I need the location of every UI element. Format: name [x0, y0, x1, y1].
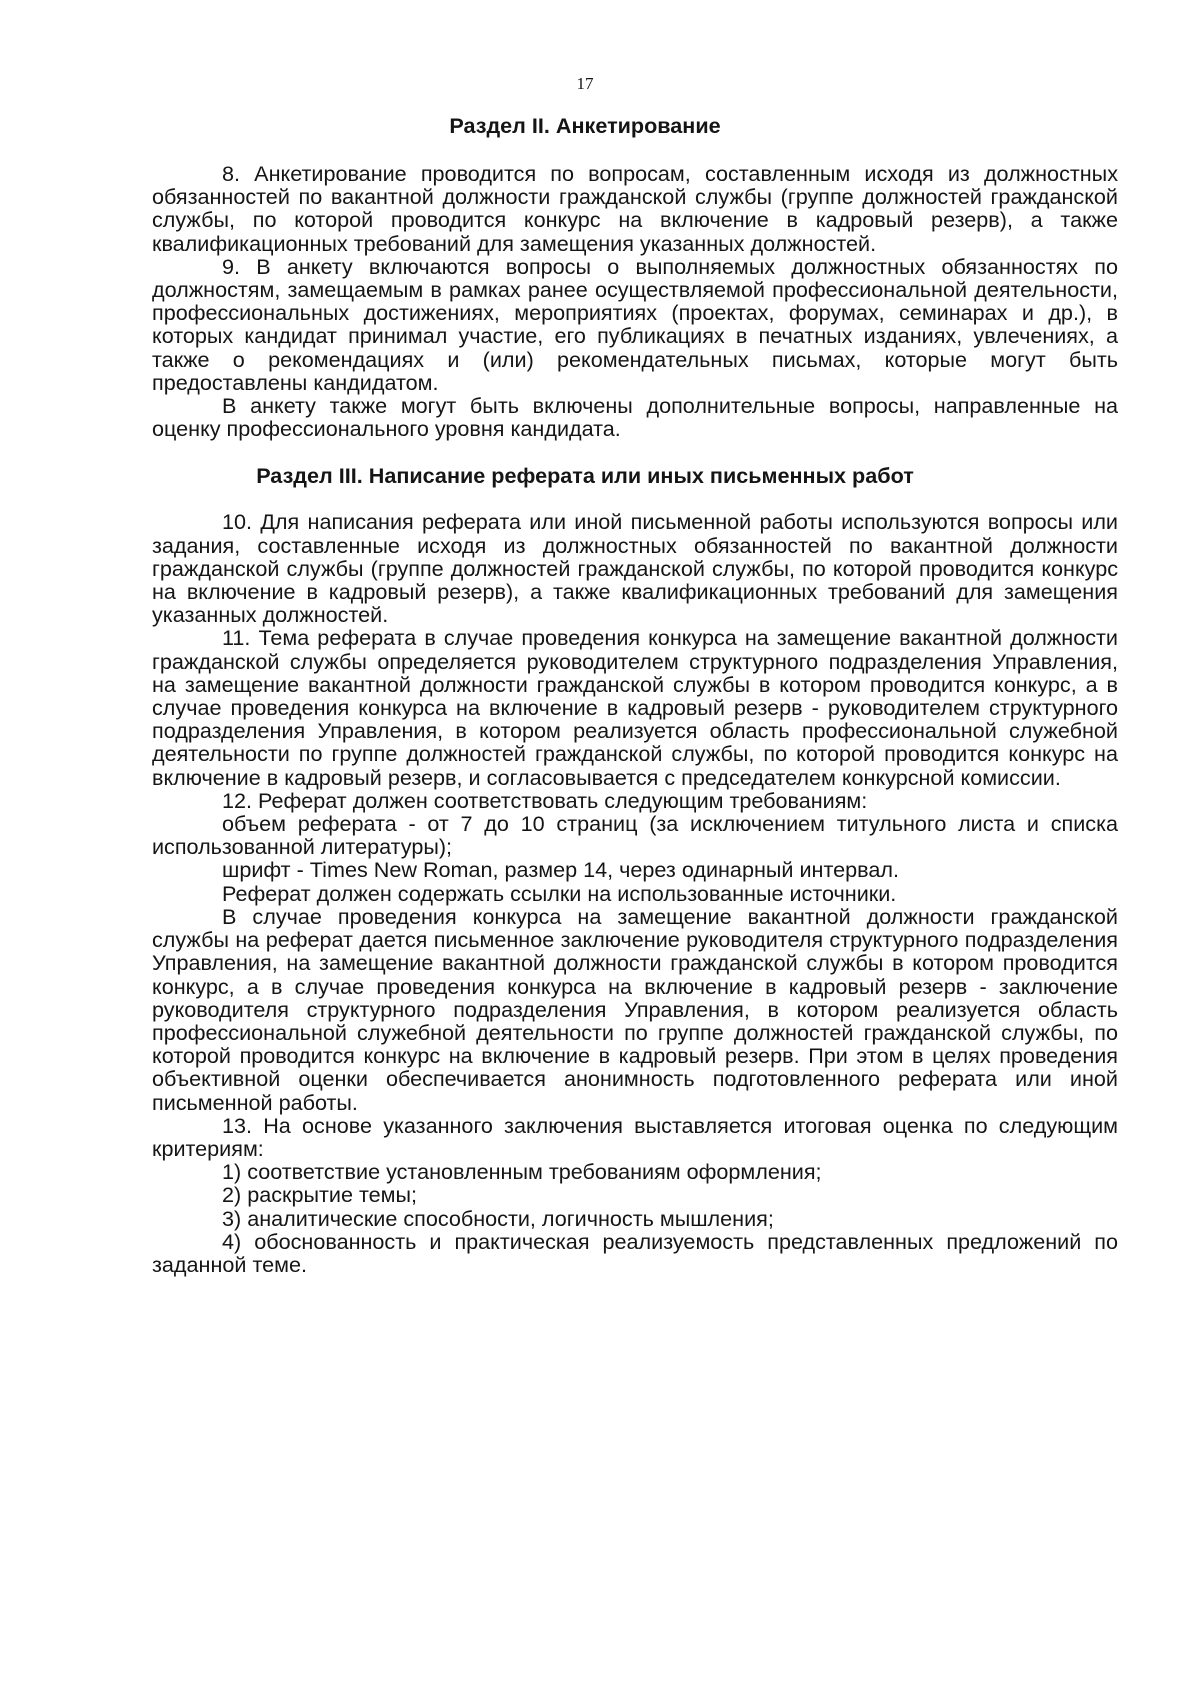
criterion-2: 2) раскрытие темы; — [222, 1182, 417, 1208]
paragraph-12: 12. Реферат должен соответствовать следующим требованиям: — [222, 787, 868, 813]
section-3-heading: Раздел III. Написание реферата или иных письменных работ — [256, 463, 914, 489]
section-3-body — [152, 510, 1118, 1276]
paragraph-9: 9. В анкету включаются вопросы о выполняемых должностных обязанностях по должностям, замещаемым в рамках ранее осуществляемой профессиональной деятельности, профессиональных достижениях, мероприятиях (проектах, форумах, семинарах и др.), в которых кандидат принимал участие, его публикациях в печатных изданиях, увлечениях, а также о рекомендациях и (или) рекомендательных письмах, которые могут быть предоставлены кандидатом. — [152, 253, 1118, 395]
requirement-volume: объем реферата - от 7 до 10 страниц (за исключением титульного листа и списка использованной литературы); — [152, 811, 1118, 860]
document-text-block — [152, 72, 1118, 1276]
page-number: 17 — [576, 74, 594, 93]
paragraph-13: 13. На основе указанного заключения выставляется итоговая оценка по следующим критериям: — [152, 1112, 1118, 1161]
criterion-4: 4) обоснованность и практическая реализуемость представленных предложений по заданной теме. — [152, 1228, 1118, 1277]
requirement-font: шрифт - Times New Roman, размер 14, через одинарный интервал. — [222, 857, 899, 883]
criterion-3: 3) аналитические способности, логичность мышления; — [222, 1205, 774, 1231]
section-2-body — [152, 162, 1118, 440]
paragraph-8: 8. Анкетирование проводится по вопросам, составленным исходя из должностных обязанностей по вакантной должности гражданской службы (группе должностей гражданской службы, по которой проводится конкурс на включение в кадровый резерв), а также квалификационных требований для замещения указанных должностей. — [152, 161, 1118, 256]
paragraph-11: 11. Тема реферата в случае проведения конкурса на замещение вакантной должности гражданской службы определяется руководителем структурного подразделения Управления, на замещение вакантной должности гражданской службы в котором проводится конкурс, а в случае проведения конкурса на включение в кадровый резерв - руководителем структурного подразделения Управления, в котором реализуется область профессиональной служебной деятельности по группе должностей гражданской службы, по которой проводится конкурс на включение в кадровый резерв, и согласовывается с председателем конкурсной комиссии. — [152, 625, 1118, 790]
paragraph-9-additional-questions: В анкету также могут быть включены дополнительные вопросы, направленные на оценку профессионального уровня кандидата. — [152, 393, 1118, 442]
paragraph-review-conclusion: В случае проведения конкурса на замещение вакантной должности гражданской службы на реферат дается письменное заключение руководителя структурного подразделения Управления, на замещение вакантной должности гражданской службы в котором проводится конкурс, а в случае проведения конкурса на включение в кадровый резерв - заключение руководителя структурного подразделения Управления, в котором реализуется область профессиональной служебной деятельности по группе должностей гражданской службы, по которой проводится конкурс на включение в кадровый резерв. При этом в целях проведения объективной оценки обеспечивается анонимность подготовленного реферата или иной письменной работы. — [152, 903, 1118, 1115]
section-2-heading: Раздел II. Анкетирование — [449, 113, 721, 138]
requirement-references: Реферат должен содержать ссылки на использованные источники. — [222, 880, 897, 906]
paragraph-10: 10. Для написания реферата или иной письменной работы используются вопросы или задания, составленные исходя из должностных обязанностей по вакантной должности гражданской службы (группе должностей гражданской службы, по которой проводится конкурс на включение в кадровый резерв), а также квалификационных требований для замещения указанных должностей. — [152, 509, 1118, 628]
criterion-1: 1) соответствие установленным требованиям оформления; — [222, 1159, 822, 1185]
